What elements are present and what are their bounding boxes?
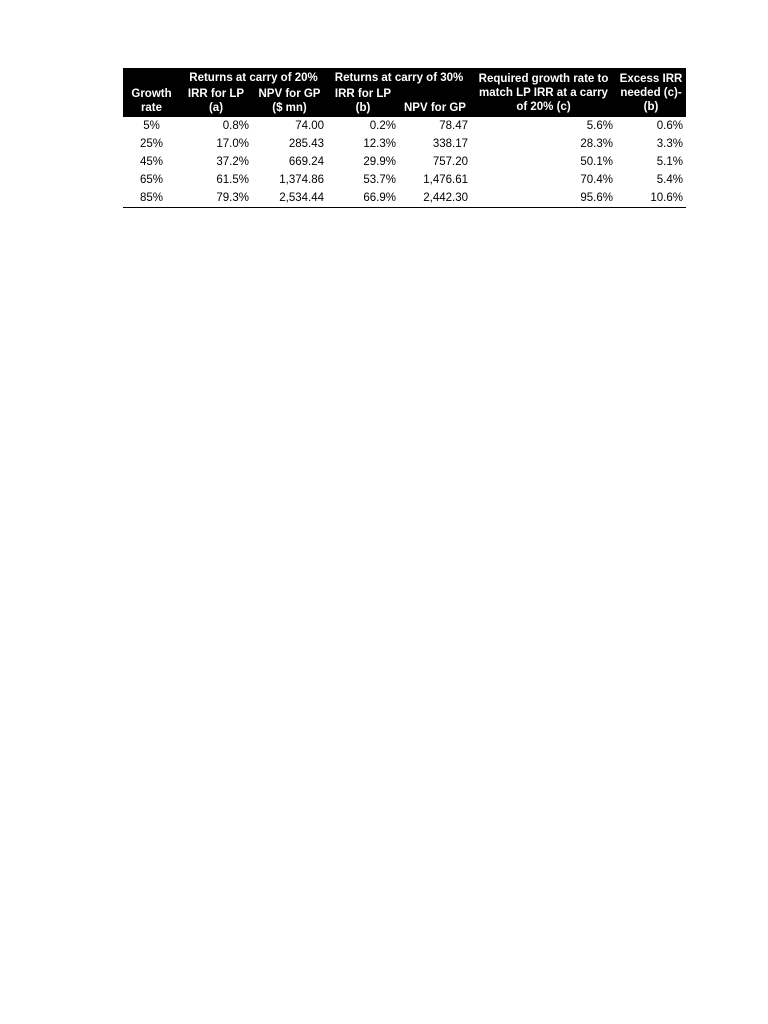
table-row [123,135,686,153]
cell-irr-lp-20: 61.5% [216,174,249,186]
group-header-carry30: Returns at carry of 30% [334,72,464,84]
cell-required-growth: 70.4% [580,174,613,186]
cell-irr-lp-30: 0.2% [369,120,396,132]
cell-npv-gp-30: 338.17 [432,138,468,150]
cell-excess-irr: 0.6% [656,120,683,132]
cell-growth-rate: 25% [139,138,164,150]
cell-irr-lp-30: 12.3% [363,138,396,150]
cell-growth-rate: 85% [123,189,180,208]
header-npv-gp-30: NPV for GP [404,102,466,114]
cell-npv-gp-20: 74.00 [295,120,324,132]
returns-table-container [123,68,686,208]
cell-excess-irr: 10.6% [616,189,686,208]
header-npv-gp-20: NPV for GP ($ mn) [258,88,321,114]
table-header [123,68,686,117]
table-row [123,117,686,135]
cell-irr-lp-20: 37.2% [216,156,249,168]
cell-npv-gp-30: 1,476.61 [423,174,468,186]
cell-excess-irr: 5.4% [656,174,683,186]
header-excess-irr: Excess IRR needed (c)-(b) [619,73,683,113]
cell-npv-gp-30: 2,442.30 [399,189,471,208]
cell-growth-rate: 45% [139,156,164,168]
cell-irr-lp-30: 66.9% [327,189,399,208]
cell-required-growth: 28.3% [580,138,613,150]
cell-irr-lp-30: 53.7% [363,174,396,186]
header-growth-rate: Growth rate [131,88,172,114]
cell-irr-lp-30: 29.9% [363,156,396,168]
cell-growth-rate: 65% [139,174,164,186]
cell-npv-gp-20: 669.24 [288,156,324,168]
cell-required-growth: 50.1% [580,156,613,168]
header-required-growth: Required growth rate to match LP IRR at a carry of 20% (c) [478,73,609,113]
cell-npv-gp-20: 285.43 [288,138,324,150]
group-header-row [123,68,686,87]
cell-required-growth: 95.6% [471,189,616,208]
cell-npv-gp-20: 2,534.44 [252,189,327,208]
table-row [123,189,686,208]
cell-required-growth: 5.6% [586,120,613,132]
cell-irr-lp-20: 0.8% [222,120,249,132]
table-row [123,171,686,189]
header-irr-lp-30: IRR for LP (b) [334,88,392,114]
table-body [123,117,686,208]
cell-excess-irr: 5.1% [656,156,683,168]
cell-npv-gp-30: 757.20 [432,156,468,168]
returns-table [123,68,686,208]
cell-growth-rate: 5% [143,120,160,132]
table-row [123,153,686,171]
cell-irr-lp-20: 17.0% [216,138,249,150]
cell-npv-gp-20: 1,374.86 [279,174,324,186]
cell-npv-gp-30: 78.47 [439,120,468,132]
group-header-blank [123,68,180,87]
cell-irr-lp-20: 79.3% [180,189,252,208]
group-header-carry20: Returns at carry of 20% [189,72,318,84]
header-irr-lp-20: IRR for LP (a) [187,88,245,114]
cell-excess-irr: 3.3% [656,138,683,150]
